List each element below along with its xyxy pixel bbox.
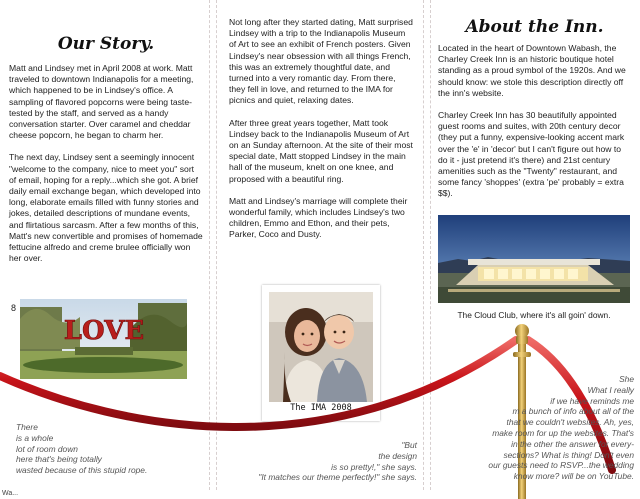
polaroid-caption: The IMA 2008 xyxy=(290,403,352,413)
about-inn-paragraph: Located in the heart of Downtown Wabash, the Charley Creek Inn is an historic boutique hotel standing as a proud symbol of the 1920s. And we should know: we stole this description directly off the inn's website. xyxy=(438,43,626,98)
rope-note-left: There is a whole lot of room down here that's being totally wasted because of this stupid rope. xyxy=(16,422,148,476)
love-text: LOVE xyxy=(63,316,145,346)
cloud-club-caption: The Cloud Club, where it's all goin' down. xyxy=(457,310,611,320)
proposal-paragraph: After three great years together, Matt took Lindsey back to the Indianapolis Museum of Art on an Sunday afternoon. At the site of their most special date, Matt stopped Lindsey in the main hall of the museum, knelt on one knee, and proposed with a beautiful ring. xyxy=(229,117,413,184)
she-note: She What I really if we have reminds me m a bunch of info about all of the that we couldn't websites. Ah, yes, make room for up the websites. That's in the other the answer for every- sections? What is thing! Don't even our guests need to RSVP...the wedding know more? will be on YouTube. xyxy=(488,374,634,482)
about-inn-paragraph: Charley Creek Inn has 30 beautifully appointed guest rooms and suites, with 20th century decor (they put a funny, expensive-looking accent mark over the 'e' in 'decor' but I can't figure out how to do it - just pretend it's there) and 21st century amenities such as the "Twenty" restaurant, and some fancy 'shoppes' (extra 'pe' probably = extra $$). xyxy=(438,110,625,199)
page-marker: 8 xyxy=(11,303,17,313)
our-story-paragraph: The next day, Lindsey sent a seemingly innocent "welcome to the company, nice to meet you" sort of email, hoping for a reply...which she got. A brief daily email exchange began, which developed into long, elaborate emails filled with funny stories and jokes, detailed descriptions of mundane events, and flirtatious sarcasm. After a few months of this, Matt's new convertible and promises of homemade fettucine alfredo and creme brulee officially won her over. xyxy=(9,152,203,264)
about-inn-title: About the Inn. xyxy=(465,17,604,37)
quote-note: "But the design is so pretty!," she says. "It matches our theme perfectly!" she says. xyxy=(258,440,417,483)
our-story-paragraph: Matt and Lindsey met in April 2008 at work. Matt traveled to downtown Indianapolis for a meeting, which happened to be in Lindsey's office. A sampling of flavored popcorns were being taste-tested by the staff, and served as a handy conversation starter. Over caramel and cheddar cheese popcorn, he began to charm her. xyxy=(9,63,194,141)
bottom-fragment: Wa... xyxy=(2,490,19,497)
our-story-title: Our Story. xyxy=(57,34,155,54)
proposal-paragraph: Matt and Lindsey's marriage will complete their wonderful family, which includes Lindsey's two children, Emmo and Ethon, and their pets, Parker, Coco and Dusty. xyxy=(229,195,408,240)
proposal-paragraph: Not long after they started dating, Matt surprised Lindsey with a trip to the Indianapolis Museum of Art to see an exhibit of French posters. Given Lindsey's near obsession with all things French, this was an extremely thoughtful date, and turned into a very romantic day. From there, they fell in love, and returned to the IMA for picnics and quiet, relaxing dates. xyxy=(229,17,413,106)
